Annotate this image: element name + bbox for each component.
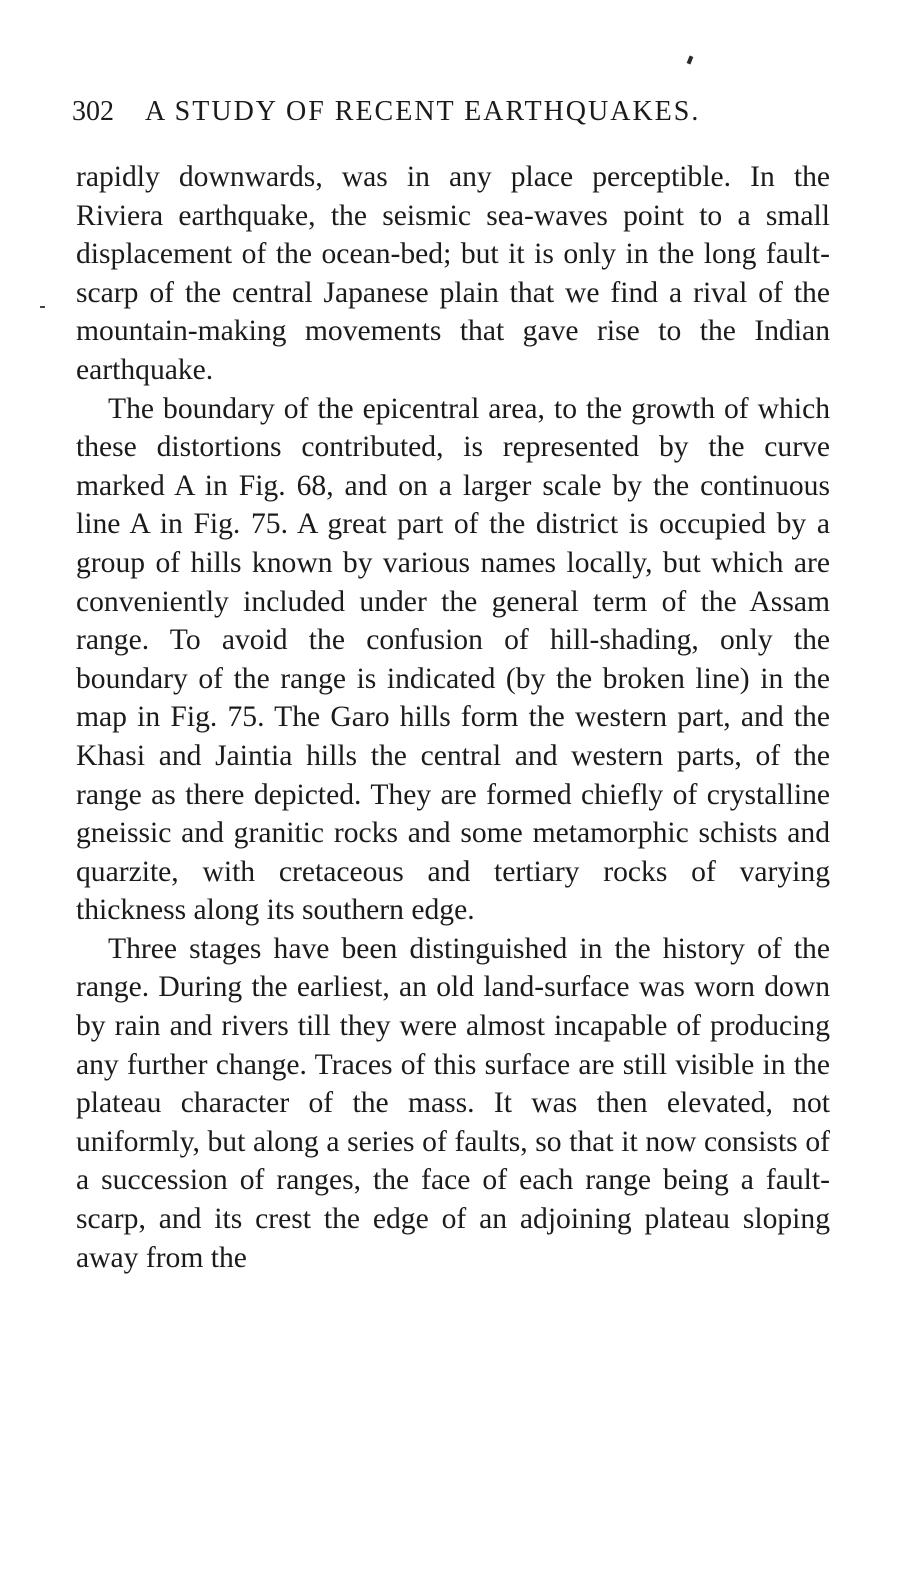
paragraph-range-history: Three stages have been distinguished in the history of the range. During the earliest, an old land-surface was worn down by rain and rivers till they were almost incapable of producing any further change. Traces of this surface are still visible in the plateau character of the mass. It was then elevated, not uniformly, but along a series of faults, so that it now consists of a succession of ranges, the face of each range being a fault-scarp, and its crest the edge of an adjoining plateau sloping away from the (76, 932, 830, 1274)
paragraph-continuation: rapidly downwards, was in any place perceptible. In the Riviera earthquake, the seismic sea-waves point to a small displacement of the ocean-bed; but it is only in the long fault-scarp of the central Japanese plain that we find a rival of the mountain-making movements that gave rise to the Indian earthquake. (76, 161, 830, 386)
print-mark (687, 56, 694, 65)
page-number: 302 (72, 96, 114, 127)
body-text (76, 158, 830, 1277)
paragraph-epicentral-area: The boundary of the epicentral area, to the growth of which these distortions contributed, is represented by the curve marked A in Fig. 68, and on a larger scale by the continuous line A in Fig. 75. A great part of the district is occupied by a group of hills known by various names locally, but which are conveniently included under the general term of the Assam range. To avoid the confusion of hill-shading, only the boundary of the range is indicated (by the broken line) in the map in Fig. 75. The Garo hills form the western part, and the Khasi and Jaintia hills the central and western parts, of the range as there depicted. They are formed chiefly of crystalline gneissic and granitic rocks and some metamorphic schists and quarzite, with cretaceous and tertiary rocks of varying thickness along its southern edge. (76, 392, 830, 927)
page-header (72, 96, 832, 136)
margin-speck (40, 306, 45, 308)
running-title: A STUDY OF RECENT EARTHQUAKES. (145, 96, 701, 127)
